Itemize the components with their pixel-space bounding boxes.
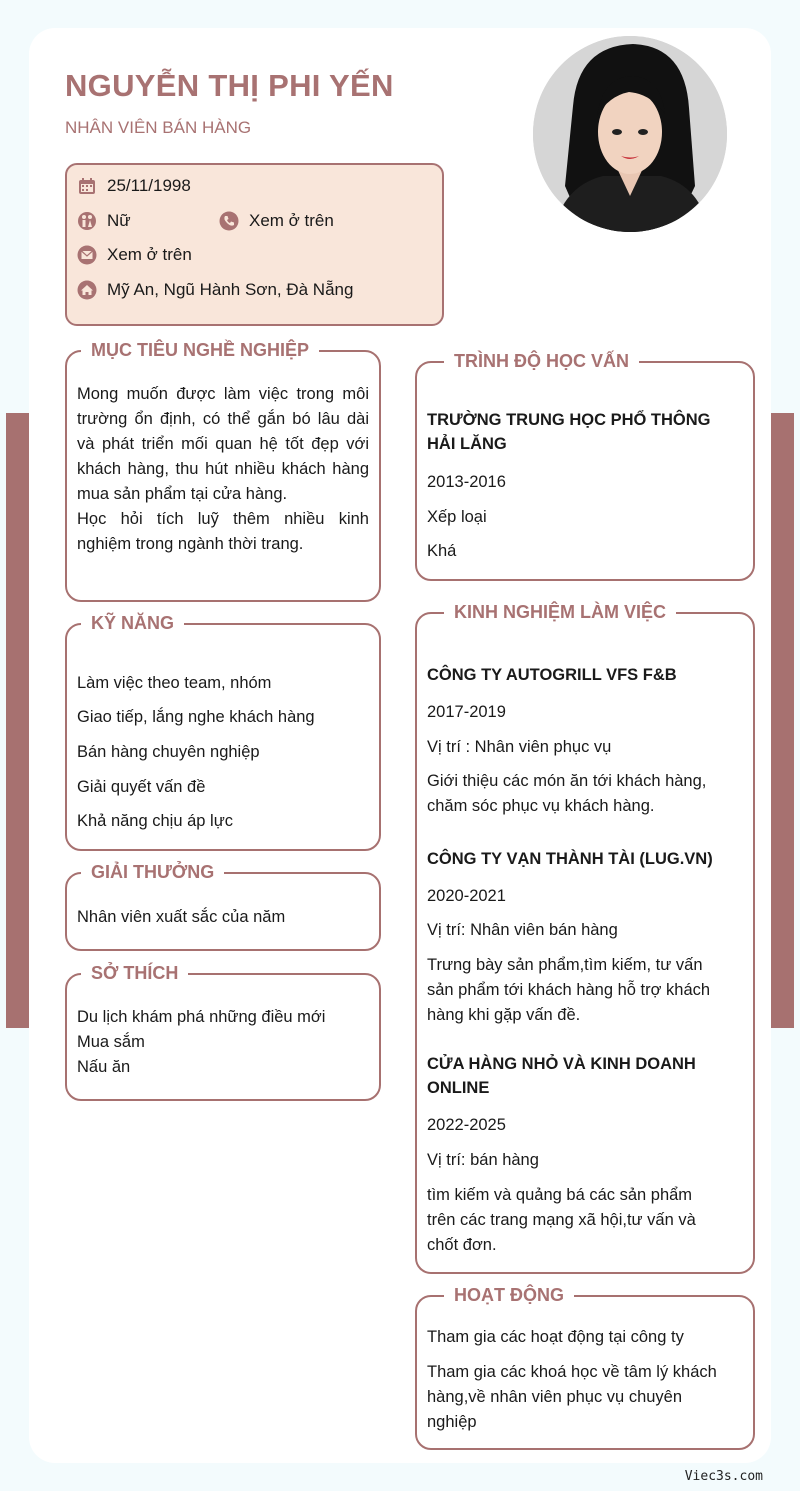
- awards-title: GIẢI THƯỞNG: [81, 861, 224, 883]
- grade-label: Xếp loại: [427, 508, 487, 526]
- activity-item: Tham gia các khoá học về tâm lý khách hàng,về nhân viên phục vụ chuyên nghiệp: [427, 1363, 717, 1431]
- experience-title: KINH NGHIỆM LÀM VIỆC: [444, 601, 676, 623]
- gender-value: Nữ: [107, 211, 131, 230]
- address-value: Mỹ An, Ngũ Hành Sơn, Đà Nẵng: [107, 280, 354, 299]
- watermark: Viec3s.com: [684, 1469, 763, 1484]
- job-title: NHÂN VIÊN BÁN HÀNG: [65, 118, 252, 137]
- skill-item: Khả năng chịu áp lực: [77, 812, 233, 830]
- job-company: CÔNG TY AUTOGRILL VFS F&B: [427, 666, 677, 684]
- avatar: [533, 36, 727, 232]
- mail-icon: [77, 245, 97, 265]
- dob-value: 25/11/1998: [107, 176, 191, 195]
- job-position: Vị trí : Nhân viên phục vụ: [427, 738, 612, 756]
- skill-item: Giải quyết vấn đề: [77, 778, 206, 796]
- right-accent-bar: [771, 413, 794, 1028]
- objective-paragraph-1: Mong muốn được làm việc trong môi trường ổn định, có thể gắn bó lâu dài và phát triển mối quan hệ tốt đẹp với khách hàng, thu hút nhiều khách hàng mua sản phẩm tại cửa hàng.: [77, 385, 369, 503]
- hobbies-title: SỞ THÍCH: [81, 962, 188, 984]
- skill-item: Làm việc theo team, nhóm: [77, 674, 272, 692]
- email-row: [77, 245, 192, 265]
- school-name: TRƯỜNG TRUNG HỌC PHỔ THÔNG HẢI LĂNG: [427, 411, 711, 453]
- hobby-item: Du lịch khám phá những điều mới: [77, 1008, 326, 1026]
- award-item: Nhân viên xuất sắc của năm: [77, 908, 286, 926]
- job-company: CỬA HÀNG NHỎ VÀ KINH DOANH ONLINE: [427, 1055, 696, 1097]
- email-value: Xem ở trên: [107, 245, 192, 264]
- job-company: CÔNG TY VẠN THÀNH TÀI (LUG.VN): [427, 850, 713, 868]
- job-description: Trưng bày sản phẩm,tìm kiếm, tư vấn sản phẩm tới khách hàng hỗ trợ khách hàng khi gặp vấn đề.: [427, 956, 711, 1024]
- education-years: 2013-2016: [427, 473, 506, 491]
- job-position: Vị trí: bán hàng: [427, 1151, 539, 1169]
- job-description: tìm kiếm và quảng bá các sản phẩm trên các trang mạng xã hội,tư vấn và chốt đơn.: [427, 1186, 696, 1254]
- activities-title: HOẠT ĐỘNG: [444, 1284, 574, 1306]
- gender-row: [77, 211, 131, 231]
- gender-icon: [77, 211, 97, 231]
- candidate-name: NGUYỄN THỊ PHI YẾN: [65, 68, 394, 103]
- job-years: 2017-2019: [427, 703, 506, 721]
- skill-item: Bán hàng chuyên nghiệp: [77, 743, 260, 761]
- objective-paragraph-2: Học hỏi tích luỹ thêm nhiều kinh nghiệm trong ngành thời trang.: [77, 510, 369, 553]
- job-position: Vị trí: Nhân viên bán hàng: [427, 921, 618, 939]
- phone-icon: [219, 211, 239, 231]
- skill-item: Giao tiếp, lắng nghe khách hàng: [77, 708, 315, 726]
- dob-row: [77, 176, 191, 196]
- job-years: 2020-2021: [427, 887, 506, 905]
- hobby-item: Nấu ăn: [77, 1058, 131, 1076]
- avatar-photo: [533, 36, 727, 232]
- job-description: Giới thiệu các món ăn tới khách hàng, chăm sóc phục vụ khách hàng.: [427, 772, 707, 815]
- home-icon: [77, 280, 97, 300]
- objective-title: MỤC TIÊU NGHỀ NGHIỆP: [81, 339, 319, 361]
- calendar-icon: [77, 176, 97, 196]
- objective-text: [77, 382, 369, 557]
- activity-item: Tham gia các hoạt động tại công ty: [427, 1328, 684, 1346]
- education-title: TRÌNH ĐỘ HỌC VẤN: [444, 350, 639, 372]
- skills-title: KỸ NĂNG: [81, 612, 184, 634]
- phone-value: Xem ở trên: [249, 211, 334, 230]
- hobby-item: Mua sắm: [77, 1033, 145, 1051]
- job-years: 2022-2025: [427, 1116, 506, 1134]
- phone-row: [219, 211, 334, 231]
- left-accent-bar: [6, 413, 29, 1028]
- grade-value: Khá: [427, 542, 457, 560]
- address-row: [77, 280, 353, 300]
